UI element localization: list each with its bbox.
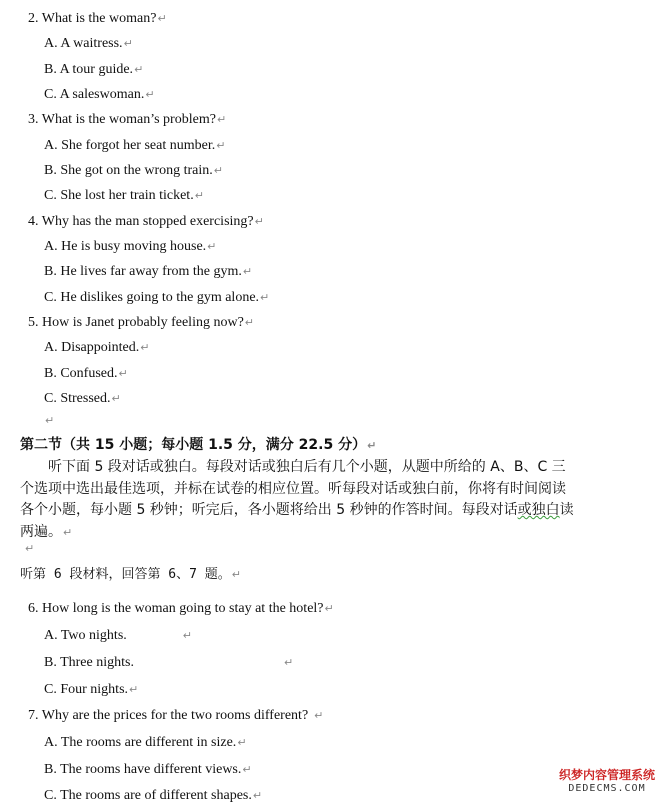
answer-option: B. She got on the wrong train.↵ xyxy=(44,163,223,178)
question-stem: 6. How long is the woman going to stay at the hotel?↵ xyxy=(28,601,334,616)
return-mark-icon: ↵ xyxy=(140,341,150,354)
return-mark-icon: ↵ xyxy=(207,240,217,253)
return-mark-icon: ↵ xyxy=(314,709,324,722)
answer-option: B. He lives far away from the gym.↵ xyxy=(44,264,253,279)
empty-paragraph xyxy=(44,412,54,430)
return-mark-icon: ↵ xyxy=(237,736,247,749)
return-mark-icon: ↵ xyxy=(324,602,334,615)
return-mark-icon: ↵ xyxy=(118,367,128,380)
return-mark-icon: ↵ xyxy=(194,189,204,202)
section-heading: 第二节（共 15 小题；每小题 1.5 分，满分 22.5 分）↵ xyxy=(20,437,377,453)
return-mark-icon: ↵ xyxy=(213,164,223,177)
answer-option: C. A saleswoman.↵ xyxy=(44,87,155,102)
watermark-title: 织梦内容管理系统 xyxy=(558,768,655,782)
watermark xyxy=(559,766,655,794)
return-mark-icon: ↵ xyxy=(252,789,263,802)
question-stem: 4. Why has the man stopped exercising?↵ xyxy=(28,214,264,229)
answer-option: B. The rooms have different views.↵ xyxy=(44,762,252,777)
return-mark-icon: ↵ xyxy=(244,316,255,329)
question-stem: 2. What is the woman?↵ xyxy=(28,11,167,26)
return-mark-icon: ↵ xyxy=(283,656,294,669)
answer-option: A. Two nights. ↵ xyxy=(44,628,192,643)
return-mark-icon: ↵ xyxy=(242,265,253,278)
answer-option: B. A tour guide.↵ xyxy=(44,62,144,77)
return-mark-icon: ↵ xyxy=(45,414,55,427)
empty-paragraph xyxy=(24,540,34,558)
answer-option: A. He is busy moving house.↵ xyxy=(44,239,217,254)
return-mark-icon: ↵ xyxy=(157,12,167,25)
answer-option: C. She lost her train ticket.↵ xyxy=(44,188,204,203)
answer-option: C. Four nights.↵ xyxy=(44,682,139,697)
spellcheck-underline: 或独白 xyxy=(517,502,560,518)
return-mark-icon: ↵ xyxy=(63,525,73,539)
answer-option: A. Disappointed.↵ xyxy=(44,340,150,355)
return-mark-icon: ↵ xyxy=(216,139,226,152)
return-mark-icon: ↵ xyxy=(25,542,35,555)
return-mark-icon: ↵ xyxy=(145,88,155,101)
watermark-domain: DEDECMS.COM xyxy=(568,783,646,794)
question-stem: 7. Why are the prices for the two rooms different? ↵ xyxy=(28,708,324,723)
return-mark-icon: ↵ xyxy=(216,113,227,126)
return-mark-icon: ↵ xyxy=(254,215,264,228)
return-mark-icon: ↵ xyxy=(129,683,139,696)
return-mark-icon: ↵ xyxy=(111,392,121,405)
answer-option: A. She forgot her seat number.↵ xyxy=(44,138,226,153)
question-stem: 5. How is Janet probably feeling now?↵ xyxy=(28,315,255,330)
return-mark-icon: ↵ xyxy=(242,763,252,776)
return-mark-icon: ↵ xyxy=(134,63,144,76)
answer-option: A. The rooms are different in size.↵ xyxy=(44,735,247,750)
material-instruction: 听第 6 段材料，回答第 6、7 题。↵ xyxy=(20,567,242,582)
answer-option: C. Stressed.↵ xyxy=(44,391,121,406)
return-mark-icon: ↵ xyxy=(123,37,133,50)
return-mark-icon: ↵ xyxy=(260,291,270,304)
answer-option: C. He dislikes going to the gym alone.↵ xyxy=(44,290,270,305)
answer-option: B. Three nights. ↵ xyxy=(44,655,294,670)
answer-option: C. The rooms are of different shapes.↵ xyxy=(44,788,263,803)
answer-option: A. A waitress.↵ xyxy=(44,36,133,51)
return-mark-icon: ↵ xyxy=(182,629,192,642)
answer-option: B. Confused.↵ xyxy=(44,366,128,381)
return-mark-icon: ↵ xyxy=(367,439,377,452)
return-mark-icon: ↵ xyxy=(231,568,242,581)
section-instructions: 听下面 5 段对话或独白。每段对话或独白后有几个小题，从题中所给的 A、B、C 三个选项中选出最佳选项，并标在试卷的相应位置。听每段对话或独白前，你将有时间阅读各个小题，每小题 5 秒钟；听完后，各小题将给出 5 秒钟的作答时间。每段对话或独白读两遍。↵ xyxy=(20,459,574,540)
question-stem: 3. What is the woman’s problem?↵ xyxy=(28,112,227,127)
